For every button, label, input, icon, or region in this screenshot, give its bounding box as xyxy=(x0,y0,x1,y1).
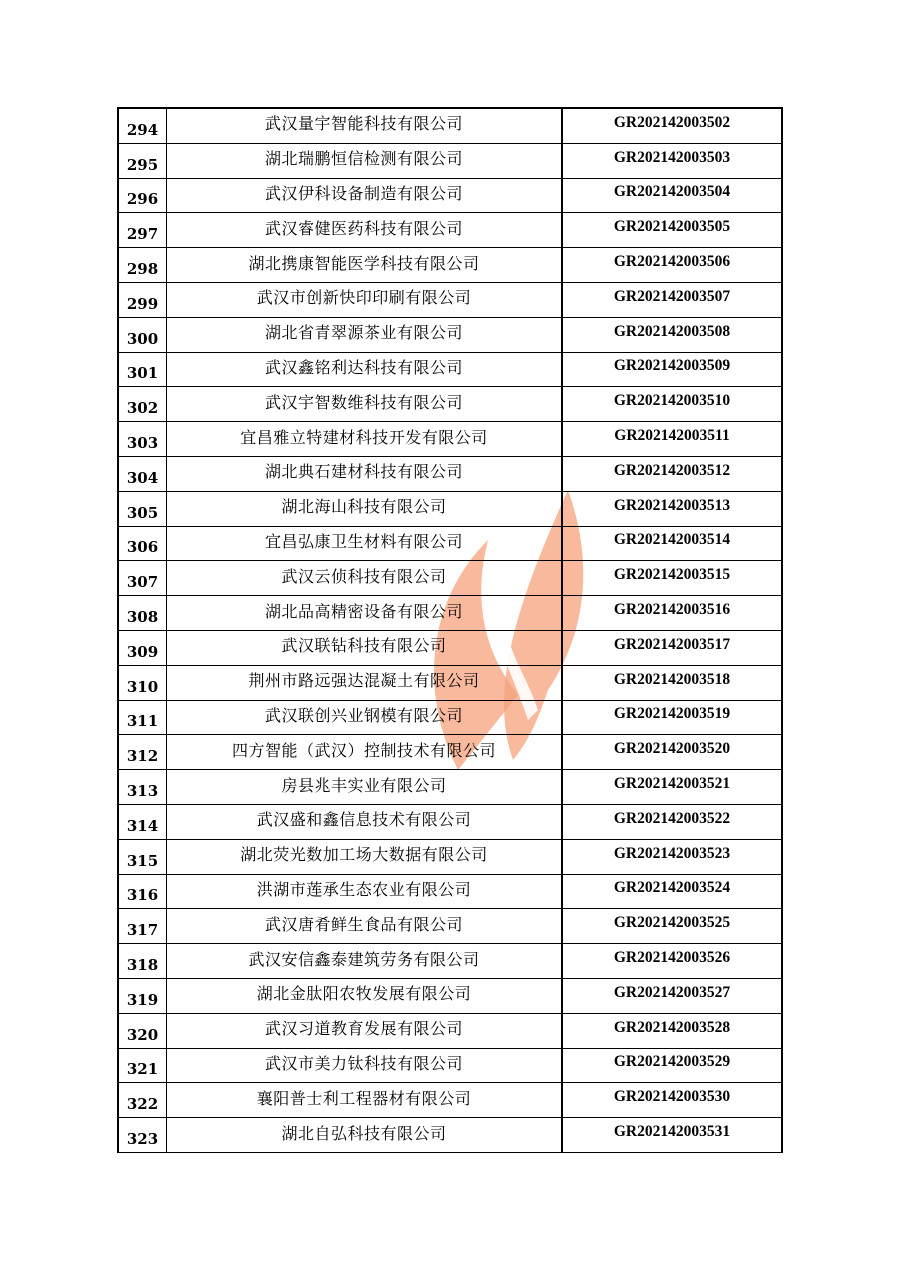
row-number: 320 xyxy=(119,1014,167,1048)
row-number: 303 xyxy=(119,422,167,456)
company-name: 湖北携康智能医学科技有限公司 xyxy=(167,248,563,282)
table-row xyxy=(119,318,781,353)
company-name: 武汉睿健医药科技有限公司 xyxy=(167,213,563,247)
company-name: 房县兆丰实业有限公司 xyxy=(167,770,563,804)
certificate-number: GR202142003528 xyxy=(613,1018,731,1036)
row-number: 302 xyxy=(119,387,167,421)
row-number: 322 xyxy=(119,1083,167,1117)
table-row xyxy=(119,248,781,283)
table-row xyxy=(119,527,781,562)
row-number: 306 xyxy=(119,527,167,561)
row-number: 308 xyxy=(119,596,167,630)
company-name: 湖北自弘科技有限公司 xyxy=(167,1118,563,1152)
row-number: 316 xyxy=(119,875,167,909)
company-name: 湖北典石建材科技有限公司 xyxy=(167,457,563,491)
company-name: 湖北荧光数加工场大数据有限公司 xyxy=(167,840,563,874)
company-name: 武汉市美力钛科技有限公司 xyxy=(167,1049,563,1083)
table-row xyxy=(119,492,781,527)
certificate-number: GR202142003518 xyxy=(613,670,731,688)
certificate-number: GR202142003509 xyxy=(613,357,731,375)
row-number: 301 xyxy=(119,353,167,387)
table-row xyxy=(119,979,781,1014)
company-name: 武汉云侦科技有限公司 xyxy=(167,561,563,595)
row-number: 309 xyxy=(119,631,167,665)
company-name: 武汉伊科设备制造有限公司 xyxy=(167,179,563,213)
table-row xyxy=(119,909,781,944)
company-name: 武汉唐肴鲜生食品有限公司 xyxy=(167,909,563,943)
company-name: 四方智能（武汉）控制技术有限公司 xyxy=(167,735,563,769)
table-row xyxy=(119,422,781,457)
certificate-number: GR202142003517 xyxy=(613,635,731,653)
certificate-number: GR202142003520 xyxy=(613,740,731,758)
certificate-number: GR202142003505 xyxy=(613,218,731,236)
table-row xyxy=(119,735,781,770)
company-name: 宜昌弘康卫生材料有限公司 xyxy=(167,527,563,561)
certificate-number: GR202142003529 xyxy=(613,1053,731,1071)
table-row xyxy=(119,1118,781,1153)
certificate-number: GR202142003519 xyxy=(613,705,731,723)
company-name: 武汉量宇智能科技有限公司 xyxy=(167,109,563,143)
row-number: 294 xyxy=(119,109,167,143)
company-name: 武汉宇智数维科技有限公司 xyxy=(167,387,563,421)
company-name: 武汉鑫铭利达科技有限公司 xyxy=(167,353,563,387)
row-number: 310 xyxy=(119,666,167,700)
certificate-number: GR202142003527 xyxy=(613,983,731,1001)
row-number: 297 xyxy=(119,213,167,247)
table-row xyxy=(119,109,781,144)
certificate-number: GR202142003526 xyxy=(613,949,731,967)
row-number: 304 xyxy=(119,457,167,491)
table-row xyxy=(119,457,781,492)
row-number: 311 xyxy=(119,701,167,735)
certificate-number: GR202142003506 xyxy=(613,253,731,271)
company-name: 湖北海山科技有限公司 xyxy=(167,492,563,526)
table-row xyxy=(119,387,781,422)
row-number: 319 xyxy=(119,979,167,1013)
row-number: 321 xyxy=(119,1049,167,1083)
company-name: 荆州市路远强达混凝土有限公司 xyxy=(167,666,563,700)
certificate-number: GR202142003522 xyxy=(613,809,731,827)
company-name: 湖北品高精密设备有限公司 xyxy=(167,596,563,630)
certificate-number: GR202142003523 xyxy=(613,844,731,862)
table-row xyxy=(119,770,781,805)
certificate-number: GR202142003511 xyxy=(614,427,730,445)
certificate-number: GR202142003503 xyxy=(613,148,731,166)
certificate-number: GR202142003514 xyxy=(613,531,731,549)
table-row xyxy=(119,701,781,736)
row-number: 312 xyxy=(119,735,167,769)
certificate-number: GR202142003504 xyxy=(613,183,731,201)
certificate-number: GR202142003513 xyxy=(613,496,731,514)
table-row xyxy=(119,805,781,840)
table-row xyxy=(119,631,781,666)
table-row xyxy=(119,283,781,318)
table-row xyxy=(119,944,781,979)
certificate-number: GR202142003502 xyxy=(613,113,731,131)
certificate-number: GR202142003516 xyxy=(613,601,731,619)
row-number: 323 xyxy=(119,1118,167,1152)
company-name: 洪湖市莲承生态农业有限公司 xyxy=(167,875,563,909)
row-number: 299 xyxy=(119,283,167,317)
company-name: 武汉习道教育发展有限公司 xyxy=(167,1014,563,1048)
table-row xyxy=(119,666,781,701)
certificate-number: GR202142003512 xyxy=(613,461,731,479)
row-number: 318 xyxy=(119,944,167,978)
row-number: 317 xyxy=(119,909,167,943)
table-row xyxy=(119,1014,781,1049)
certificate-number: GR202142003521 xyxy=(613,775,731,793)
row-number: 313 xyxy=(119,770,167,804)
table-row xyxy=(119,179,781,214)
company-name: 湖北省青翠源茶业有限公司 xyxy=(167,318,563,352)
certificate-number: GR202142003515 xyxy=(613,566,731,584)
table-row xyxy=(119,213,781,248)
table-row xyxy=(119,875,781,910)
certificate-number: GR202142003508 xyxy=(613,322,731,340)
row-number: 307 xyxy=(119,561,167,595)
table-row xyxy=(119,596,781,631)
company-name: 武汉联创兴业钢模有限公司 xyxy=(167,701,563,735)
table-row xyxy=(119,1049,781,1084)
company-name: 武汉安信鑫泰建筑劳务有限公司 xyxy=(167,944,563,978)
table-row xyxy=(119,353,781,388)
row-number: 296 xyxy=(119,179,167,213)
table-row xyxy=(119,144,781,179)
table-row xyxy=(119,1083,781,1118)
row-number: 305 xyxy=(119,492,167,526)
row-number: 300 xyxy=(119,318,167,352)
company-name: 襄阳普士利工程器材有限公司 xyxy=(167,1083,563,1117)
certificate-number: GR202142003531 xyxy=(613,1123,731,1140)
table-row xyxy=(119,840,781,875)
company-name: 武汉市创新快印印刷有限公司 xyxy=(167,283,563,317)
certificate-number: GR202142003507 xyxy=(613,287,731,305)
table-row xyxy=(119,561,781,596)
company-name: 武汉盛和鑫信息技术有限公司 xyxy=(167,805,563,839)
row-number: 295 xyxy=(119,144,167,178)
certificate-number: GR202142003524 xyxy=(613,879,731,897)
row-number: 315 xyxy=(119,840,167,874)
certificate-number: GR202142003525 xyxy=(613,914,731,932)
company-name: 武汉联钻科技有限公司 xyxy=(167,631,563,665)
company-list-table xyxy=(117,107,783,1153)
company-name: 宜昌雅立特建材科技开发有限公司 xyxy=(167,422,563,456)
certificate-number: GR202142003510 xyxy=(613,392,731,410)
company-name: 湖北瑞鹏恒信检测有限公司 xyxy=(167,144,563,178)
company-name: 湖北金肽阳农牧发展有限公司 xyxy=(167,979,563,1013)
certificate-number: GR202142003530 xyxy=(613,1088,731,1106)
row-number: 298 xyxy=(119,248,167,282)
row-number: 314 xyxy=(119,805,167,839)
